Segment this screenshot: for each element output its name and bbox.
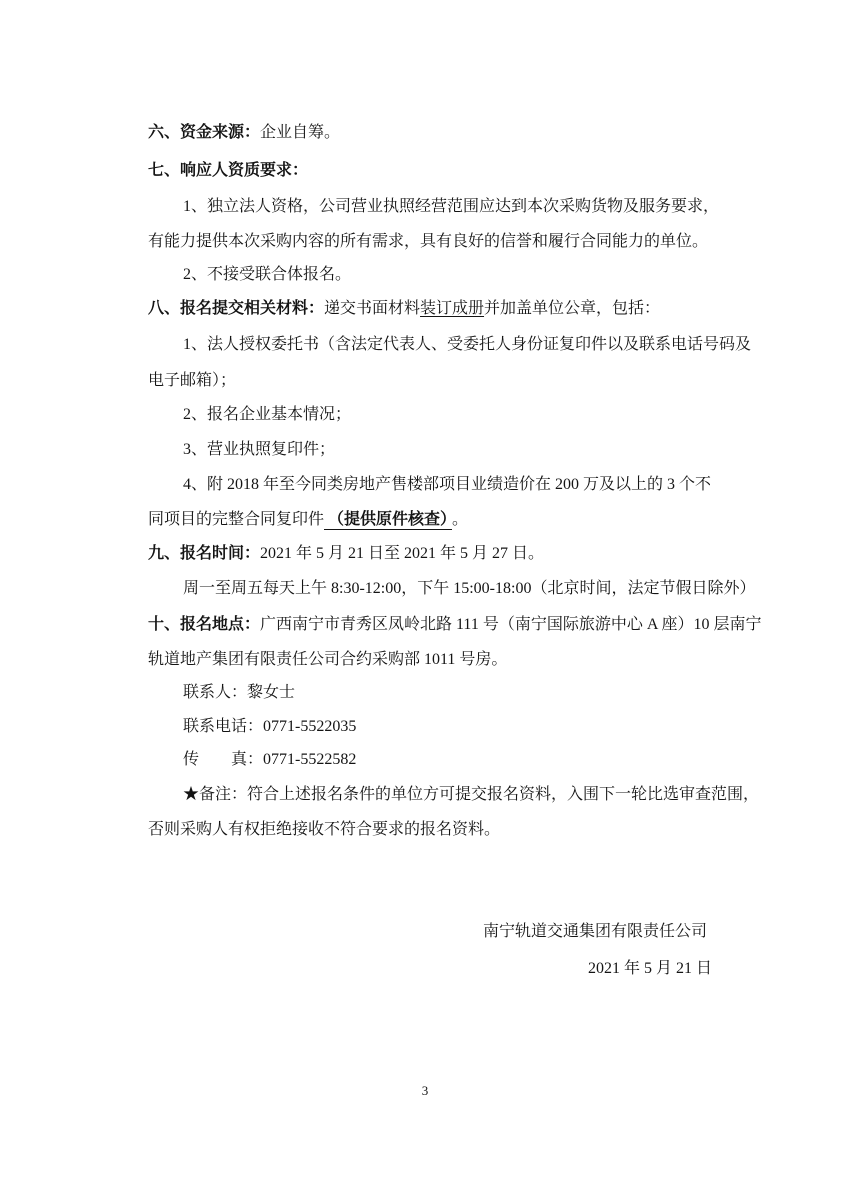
materials-item-3-text: 3、营业执照复印件； <box>183 441 336 458</box>
materials-item-4-text-cont: 同项目的完整合同复印件 <box>148 511 325 528</box>
signature-company <box>483 921 707 943</box>
materials-item-3 <box>183 439 335 461</box>
materials-item-4-period: 。 <box>452 511 469 528</box>
section-materials-text-2: 并加盖单位公章，包括： <box>484 300 661 317</box>
qualification-item-1-text: 1、独立法人资格，公司营业执照经营范围应达到本次采购货物及服务要求， <box>183 198 720 215</box>
materials-item-4-line-2 <box>148 509 468 531</box>
section-funding-source-value: 企业自筹。 <box>260 124 341 141</box>
page-number: 3 <box>421 1083 429 1098</box>
section-registration-place-line-2 <box>148 649 507 671</box>
section-materials-heading <box>148 298 660 320</box>
section-materials-underlined-text: 装订成册 <box>420 300 485 317</box>
contact-fax-text: 传 真：0771-5522582 <box>183 751 357 768</box>
signature-date-text: 2021 年 5 月 21 日 <box>587 960 712 977</box>
section-qualification-heading <box>148 160 308 182</box>
qualification-item-2-text: 2、不接受联合体报名。 <box>183 266 352 283</box>
section-materials-label: 八、报名提交相关材料： <box>148 300 325 317</box>
materials-item-2-text: 2、报名企业基本情况； <box>183 406 352 423</box>
section-qualification-label: 七、响应人资质要求： <box>148 162 309 179</box>
original-verification-note: （提供原件核查） <box>324 511 452 530</box>
materials-item-4-line-1 <box>183 474 711 496</box>
qualification-item-1-line-2 <box>148 231 708 253</box>
qualification-item-1-text-cont: 有能力提供本次采购内容的所有需求，具有良好的信誉和履行合同能力的单位。 <box>148 233 709 250</box>
registration-hours-text: 周一至周五每天上午 8:30-12:00，下午 15:00-18:00（北京时间，法定节假日除外） <box>183 580 756 597</box>
section-registration-place-line-1 <box>148 614 762 636</box>
remark-text-cont: 否则采购人有权拒绝接收不符合要求的报名资料。 <box>148 821 501 838</box>
registration-hours <box>183 578 755 600</box>
contact-person-text: 联系人：黎女士 <box>183 684 296 701</box>
contact-fax <box>183 749 356 771</box>
registration-place-cont: 轨道地产集团有限责任公司合约采购部 1011 号房。 <box>148 651 508 668</box>
materials-item-1-text-cont: 电子邮箱）； <box>148 372 237 389</box>
remark-line-2 <box>148 819 500 841</box>
qualification-item-1-line-1 <box>183 196 719 218</box>
remark-text: ★备注：符合上述报名条件的单位方可提交报名资料，入围下一轮比选审查范围， <box>183 786 760 803</box>
contact-phone <box>183 716 356 738</box>
section-registration-time-value: 2021 年 5 月 21 日至 2021 年 5 月 27 日。 <box>260 545 545 562</box>
qualification-item-2 <box>183 264 351 286</box>
materials-item-1-line-2 <box>148 370 236 392</box>
signature-date <box>588 958 712 980</box>
section-funding-source-label: 六、资金来源： <box>148 124 261 141</box>
section-materials-text-1: 递交书面材料 <box>324 300 421 317</box>
contact-phone-text: 联系电话：0771-5522035 <box>183 718 357 735</box>
section-funding-source <box>148 122 340 144</box>
section-registration-time-label: 九、报名时间： <box>148 545 261 562</box>
materials-item-1-line-1 <box>183 334 751 356</box>
signature-company-text: 南宁轨道交通集团有限责任公司 <box>482 923 707 940</box>
materials-item-4-text: 4、附 2018 年至今同类房地产售楼部项目业绩造价在 200 万及以上的 3 个不 <box>183 476 712 493</box>
section-registration-place-value: 广西南宁市青秀区凤岭北路 111 号（南宁国际旅游中心 A 座）10 层南宁 <box>260 616 762 633</box>
materials-item-2 <box>183 404 351 426</box>
contact-person <box>183 682 295 704</box>
section-registration-time <box>148 543 544 565</box>
remark-line-1 <box>183 784 759 806</box>
section-registration-place-label: 十、报名地点： <box>148 616 261 633</box>
materials-item-1-text: 1、法人授权委托书（含法定代表人、受委托人身份证复印件以及联系电话号码及 <box>183 336 752 353</box>
